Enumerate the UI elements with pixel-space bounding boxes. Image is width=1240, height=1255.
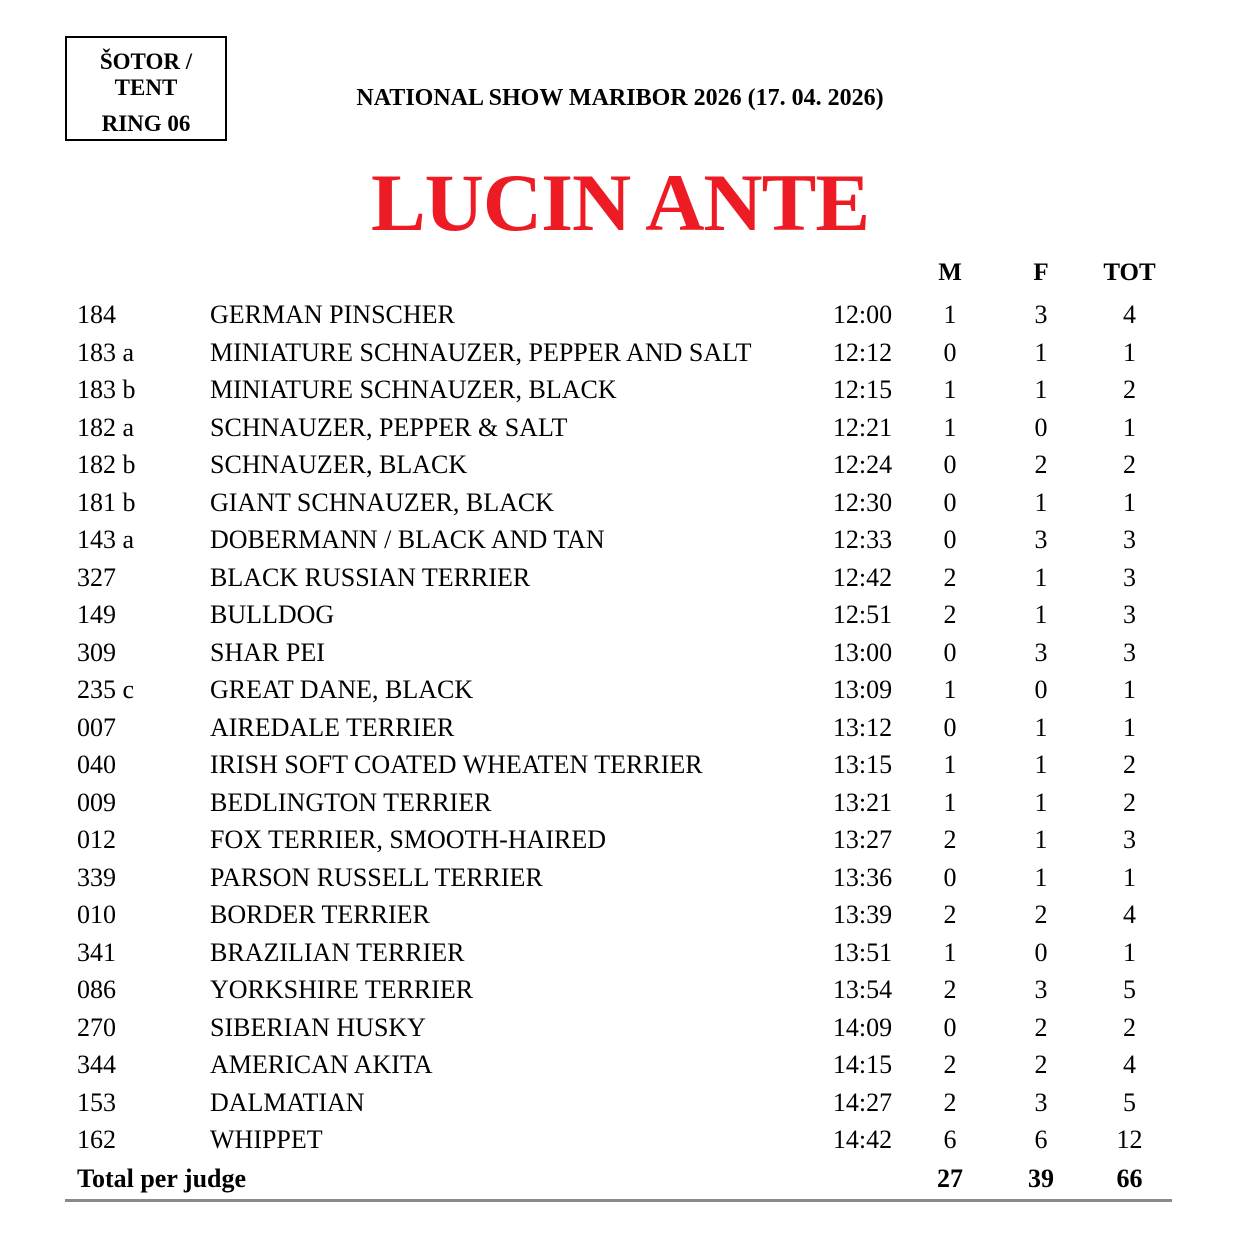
female-count: 3: [1034, 525, 1048, 554]
table-row: [65, 484, 1172, 522]
male-count: 0: [943, 862, 957, 892]
total-count: 1: [1123, 487, 1136, 517]
table-row: [65, 671, 1172, 709]
male-count: 6: [943, 1125, 957, 1154]
breed-number: 309: [77, 637, 116, 667]
female-count: 1: [1034, 787, 1048, 817]
breed-name: AMERICAN AKITA: [210, 1050, 433, 1079]
breed-name: BEDLINGTON TERRIER: [210, 787, 492, 817]
ring-time: 12:00: [832, 300, 893, 329]
total-count: 1: [1123, 712, 1136, 742]
female-count: 1: [1034, 600, 1048, 629]
female-count: 1: [1034, 712, 1048, 742]
breed-number: 184: [77, 300, 116, 329]
breed-name: FOX TERRIER, SMOOTH-HAIRED: [210, 825, 607, 854]
breed-number: 339: [77, 862, 116, 892]
breed-number: 344: [77, 1050, 116, 1079]
table-row: [65, 596, 1172, 634]
male-count: 0: [943, 1012, 957, 1042]
header-number-col: [65, 250, 210, 296]
male-count: 2: [943, 1050, 957, 1079]
female-count: 2: [1034, 1012, 1048, 1042]
ring-time: 14:42: [832, 1125, 893, 1154]
male-count: 1: [943, 750, 957, 779]
ring-time: 13:21: [832, 787, 893, 817]
table-row: [65, 896, 1172, 934]
female-count: 1: [1034, 562, 1048, 592]
breed-name: GERMAN PINSCHER: [210, 300, 455, 329]
total-count: 5: [1123, 1087, 1136, 1117]
breed-number: 007: [77, 712, 116, 742]
female-count: 2: [1034, 900, 1048, 929]
breed-name: SIBERIAN HUSKY: [210, 1012, 426, 1042]
table-row: [65, 934, 1172, 972]
table-row: [65, 634, 1172, 672]
breed-name: BLACK RUSSIAN TERRIER: [210, 562, 531, 592]
breed-name: AIREDALE TERRIER: [210, 712, 455, 742]
breed-number: 183 b: [77, 375, 136, 404]
tent-label-line1: ŠOTOR /: [99, 49, 193, 74]
breed-number: 270: [77, 1012, 116, 1042]
total-count: 1: [1123, 862, 1136, 892]
table-row: [65, 859, 1172, 897]
breed-number: 143 a: [77, 525, 135, 554]
female-count: 1: [1034, 862, 1048, 892]
ring-time: 13:51: [832, 937, 893, 967]
male-count: 0: [943, 637, 957, 667]
table-header-row: [65, 250, 1172, 296]
show-title: NATIONAL SHOW MARIBOR 2026 (17. 04. 2026): [356, 85, 884, 111]
total-count: 1: [1123, 412, 1136, 442]
breed-name: SCHNAUZER, PEPPER & SALT: [210, 412, 568, 442]
total-count: 5: [1123, 975, 1136, 1004]
breed-name: PARSON RUSSELL TERRIER: [210, 862, 543, 892]
breed-number: 182 b: [77, 450, 136, 479]
total-count: 3: [1123, 825, 1136, 854]
ring-time: 12:24: [832, 450, 893, 479]
breed-number: 040: [77, 750, 116, 779]
female-count: 1: [1034, 487, 1048, 517]
total-count: 4: [1123, 900, 1136, 929]
breed-number: 149: [77, 600, 116, 629]
total-row: [65, 1159, 1172, 1202]
ring-time: 12:51: [832, 600, 893, 629]
ring-time: 12:33: [832, 525, 893, 554]
table-row: [65, 821, 1172, 859]
table-row: [65, 521, 1172, 559]
table-row: [65, 971, 1172, 1009]
table-row: [65, 784, 1172, 822]
table-row: [65, 746, 1172, 784]
breed-name: MINIATURE SCHNAUZER, BLACK: [210, 375, 617, 404]
breed-name: SCHNAUZER, BLACK: [210, 450, 468, 479]
male-count: 2: [943, 975, 957, 1004]
breed-number: 162: [77, 1125, 116, 1154]
total-count: 4: [1123, 1050, 1136, 1079]
table-row: [65, 1046, 1172, 1084]
male-count: 2: [943, 600, 957, 629]
ring-time: 14:09: [832, 1012, 893, 1042]
total-count: 2: [1123, 1012, 1136, 1042]
total-count: 3: [1123, 600, 1136, 629]
table-row: [65, 1084, 1172, 1122]
breed-name: DOBERMANN / BLACK AND TAN: [210, 525, 605, 554]
breed-name: MINIATURE SCHNAUZER, PEPPER AND SALT: [210, 337, 752, 367]
table-row: [65, 446, 1172, 484]
female-count: 1: [1034, 750, 1048, 779]
female-count: 2: [1034, 1050, 1048, 1079]
total-count: 1: [1123, 675, 1136, 704]
female-count: 1: [1034, 375, 1048, 404]
female-count: 0: [1034, 412, 1048, 442]
ring-time: 13:27: [832, 825, 893, 854]
breed-name: SHAR PEI: [210, 637, 325, 667]
ring-time: 13:12: [832, 712, 893, 742]
total-overall-count: 66: [1116, 1163, 1143, 1193]
male-count: 1: [943, 675, 957, 704]
ring-time: 13:39: [832, 900, 893, 929]
female-count: 6: [1034, 1125, 1048, 1154]
breed-number: 327: [77, 562, 116, 592]
header-breed-col: [210, 250, 820, 296]
header-male-col: M: [938, 259, 962, 286]
total-count: 12: [1116, 1125, 1143, 1154]
ring-time: 12:42: [832, 562, 893, 592]
breed-name: YORKSHIRE TERRIER: [210, 975, 474, 1004]
breed-number: 086: [77, 975, 116, 1004]
male-count: 0: [943, 337, 957, 367]
male-count: 1: [943, 787, 957, 817]
total-label: Total per judge: [77, 1163, 247, 1193]
breed-name: GIANT SCHNAUZER, BLACK: [210, 487, 555, 517]
female-count: 1: [1034, 337, 1048, 367]
female-count: 1: [1034, 825, 1048, 854]
female-count: 3: [1034, 637, 1048, 667]
male-count: 1: [943, 300, 957, 329]
male-count: 1: [943, 937, 957, 967]
breed-number: 181 b: [77, 487, 136, 517]
female-count: 2: [1034, 450, 1048, 479]
ring-time: 13:00: [832, 637, 893, 667]
male-count: 0: [943, 450, 957, 479]
table-row: [65, 559, 1172, 597]
table-row: [65, 334, 1172, 372]
schedule-table: [65, 250, 1172, 1202]
breed-number: 182 a: [77, 412, 135, 442]
breed-number: 012: [77, 825, 116, 854]
male-count: 0: [943, 712, 957, 742]
table-row: [65, 371, 1172, 409]
breed-number: 235 c: [77, 675, 135, 704]
table-row: [65, 1009, 1172, 1047]
male-count: 2: [943, 562, 957, 592]
ring-time: 13:54: [832, 975, 893, 1004]
breed-name: WHIPPET: [210, 1125, 323, 1154]
total-count: 2: [1123, 750, 1136, 779]
table-row: [65, 409, 1172, 447]
breed-number: 183 a: [77, 337, 135, 367]
male-count: 2: [943, 825, 957, 854]
judge-name: LUCIN ANTE: [370, 157, 870, 248]
total-female-count: 39: [1028, 1163, 1054, 1193]
tent-label-line2: TENT: [114, 75, 178, 100]
female-count: 3: [1034, 300, 1048, 329]
breed-number: 153: [77, 1087, 116, 1117]
ring-number-label: RING 06: [101, 111, 191, 136]
table-row: [65, 296, 1172, 334]
female-count: 3: [1034, 975, 1048, 1004]
breed-name: IRISH SOFT COATED WHEATEN TERRIER: [210, 750, 703, 779]
ring-time: 12:21: [832, 412, 893, 442]
total-count: 3: [1123, 637, 1136, 667]
total-count: 2: [1123, 450, 1136, 479]
ring-time: 12:15: [832, 375, 893, 404]
table-row: [65, 709, 1172, 747]
female-count: 0: [1034, 937, 1048, 967]
breed-name: BULLDOG: [210, 600, 335, 629]
total-count: 3: [1123, 562, 1136, 592]
ring-time: 12:12: [832, 337, 893, 367]
table-body: [65, 296, 1172, 1159]
total-male-count: 27: [937, 1163, 963, 1193]
male-count: 1: [943, 412, 957, 442]
breed-number: 341: [77, 937, 116, 967]
male-count: 1: [943, 375, 957, 404]
ring-time: 13:36: [832, 862, 893, 892]
header-time-col: [820, 250, 905, 296]
total-count: 1: [1123, 937, 1136, 967]
header-total-col: TOT: [1103, 259, 1156, 286]
breed-number: 009: [77, 787, 116, 817]
breed-name: BORDER TERRIER: [210, 900, 430, 929]
ring-time: 12:30: [832, 487, 893, 517]
header-female-col: F: [1033, 259, 1049, 286]
ring-time: 13:15: [832, 750, 893, 779]
male-count: 0: [943, 487, 957, 517]
breed-number: 010: [77, 900, 116, 929]
total-count: 2: [1123, 787, 1136, 817]
total-count: 4: [1123, 300, 1136, 329]
total-count: 2: [1123, 375, 1136, 404]
ring-time: 14:15: [832, 1050, 893, 1079]
ring-time: 14:27: [832, 1087, 893, 1117]
male-count: 0: [943, 525, 957, 554]
total-count: 1: [1123, 337, 1136, 367]
table-row: [65, 1121, 1172, 1159]
male-count: 2: [943, 900, 957, 929]
male-count: 2: [943, 1087, 957, 1117]
ring-time: 13:09: [832, 675, 893, 704]
female-count: 3: [1034, 1087, 1048, 1117]
breed-name: GREAT DANE, BLACK: [210, 675, 474, 704]
breed-name: DALMATIAN: [210, 1087, 365, 1117]
female-count: 0: [1034, 675, 1048, 704]
breed-name: BRAZILIAN TERRIER: [210, 937, 465, 967]
total-count: 3: [1123, 525, 1136, 554]
